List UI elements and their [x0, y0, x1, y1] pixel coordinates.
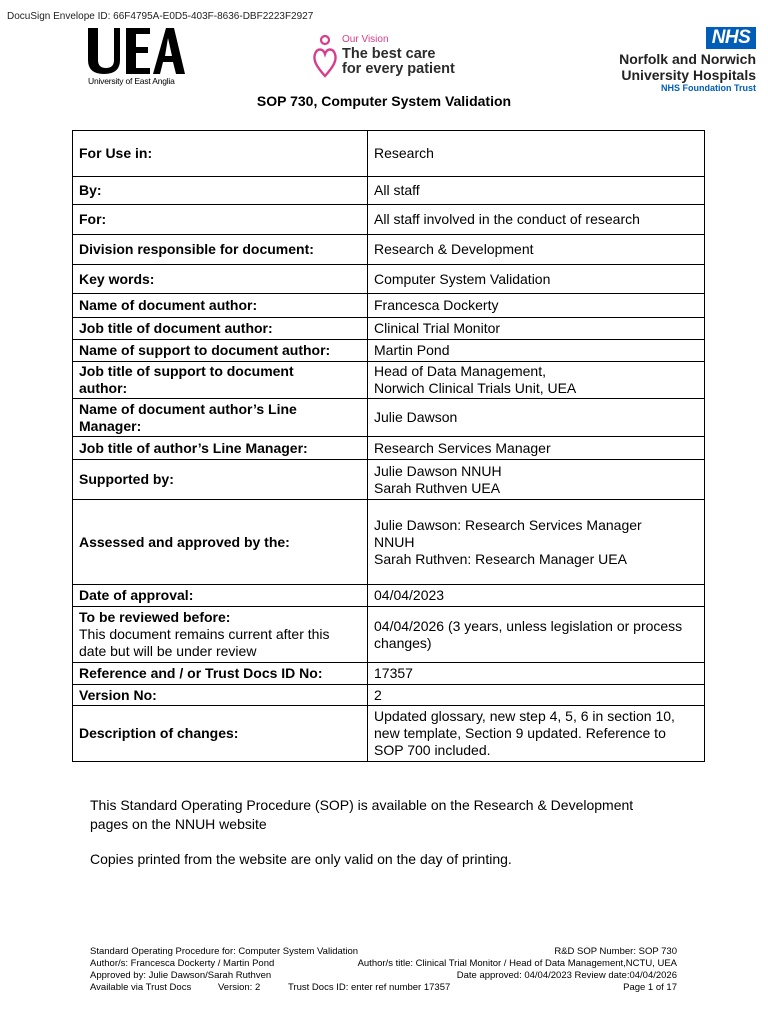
uea-logo-mark: [86, 26, 186, 76]
footer-trust-docs-id: Trust Docs ID: enter ref number 17357: [288, 982, 451, 993]
value-changes-line-1: Updated glossary, new step 4, 5, 6 in section 10,: [374, 708, 675, 724]
table-row-supported-by: [73, 460, 705, 500]
value-line-manager: Julie Dawson: [368, 399, 705, 437]
value-approved-by: [368, 500, 705, 585]
label-key-words: Key words:: [73, 265, 368, 294]
value-reference: 17357: [368, 663, 705, 685]
table-row-support-name: [73, 340, 705, 362]
table-row-division: [73, 235, 705, 265]
value-changes-line-3: SOP 700 included.: [374, 742, 491, 758]
footer-row-1: [90, 946, 677, 957]
footer-availability: Available via Trust Docs: [90, 982, 192, 993]
label-review-note-line-1: This document remains current after this: [79, 626, 330, 642]
value-support-job: [368, 362, 705, 399]
label-support-job-line-1: Job title of support to document: [79, 363, 294, 379]
availability-line-1: This Standard Operating Procedure (SOP) is available on the Research & Development: [90, 797, 634, 813]
table-row-for-use-in: [73, 131, 705, 177]
availability-paragraph: [90, 796, 710, 834]
label-review-title: To be reviewed before:: [79, 609, 231, 625]
footer-author-titles: Author/s title: Clinical Trial Monitor / Head of Data Management,NCTU, UEA: [357, 958, 677, 969]
value-approved-by-line-2: NNUH: [374, 533, 415, 550]
footer-authors: Author/s: Francesca Dockerty / Martin Pond: [90, 958, 275, 969]
value-approval-date: 04/04/2023: [368, 585, 705, 607]
label-changes: Description of changes:: [73, 706, 368, 762]
label-line-manager-line-2: Manager:: [79, 417, 142, 434]
table-row-author-job: [73, 318, 705, 340]
table-row-changes: [73, 706, 705, 762]
label-supported-by: Supported by:: [73, 460, 368, 500]
trust-name-line-3: NHS Foundation Trust: [661, 83, 756, 93]
label-reference: Reference and / or Trust Docs ID No:: [73, 663, 368, 685]
label-line-manager-job: Job title of author’s Line Manager:: [73, 437, 368, 460]
footer-sop-number: R&D SOP Number: SOP 730: [554, 946, 677, 957]
table-row-line-manager: [73, 399, 705, 437]
value-for-use-in: Research: [368, 131, 705, 177]
value-supported-by: [368, 460, 705, 500]
value-key-words: Computer System Validation: [368, 265, 705, 294]
nhs-logo-text: NHS: [711, 27, 751, 48]
table-row-for: [73, 205, 705, 235]
footer-page-number: Page 1 of 17: [623, 982, 677, 993]
availability-line-2: pages on the NNUH website: [90, 816, 267, 832]
table-row-by: [73, 177, 705, 205]
table-row-version: [73, 685, 705, 706]
value-supported-by-line-1: Julie Dawson NNUH: [374, 462, 502, 479]
value-support-name: Martin Pond: [368, 340, 705, 362]
footer-dates: Date approved: 04/04/2023 Review date:04/04/2026: [456, 970, 677, 981]
value-changes: [368, 706, 705, 762]
heart-person-icon: [312, 34, 338, 78]
footer-row-3: [90, 970, 677, 981]
value-approved-by-line-3: Sarah Ruthven: Research Manager UEA: [374, 550, 627, 567]
vision-line-1: The best care: [342, 46, 436, 62]
table-row-author-name: [73, 294, 705, 318]
value-approved-by-line-1: Julie Dawson: Research Services Manager: [374, 516, 642, 533]
uea-name: University of East Anglia: [88, 76, 175, 86]
value-version: 2: [368, 685, 705, 706]
footer-approved-by: Approved by: Julie Dawson/Sarah Ruthven: [90, 970, 272, 981]
label-support-job: [73, 362, 368, 399]
value-review-line-1: 04/04/2026 (3 years, unless legislation or process: [374, 617, 683, 634]
value-changes-line-2: new template, Section 9 updated. Reference to: [374, 725, 666, 741]
table-row-line-manager-job: [73, 437, 705, 460]
label-version: Version No:: [73, 685, 368, 706]
value-author-name: Francesca Dockerty: [368, 294, 705, 318]
label-support-name: Name of support to document author:: [73, 340, 368, 362]
label-by: By:: [73, 177, 368, 205]
label-for-use-in: For Use in:: [73, 131, 368, 177]
document-title: SOP 730, Computer System Validation: [256, 93, 512, 109]
label-division: Division responsible for document:: [73, 235, 368, 265]
uea-logo: [86, 26, 196, 90]
value-review-line-2: changes): [374, 634, 432, 651]
our-vision-logo: [312, 34, 472, 80]
label-for: For:: [73, 205, 368, 235]
value-line-manager-job: Research Services Manager: [368, 437, 705, 460]
value-support-job-line-1: Head of Data Management,: [374, 363, 546, 379]
table-row-approval-date: [73, 585, 705, 607]
document-info-table: [72, 130, 705, 762]
label-approved-by: Assessed and approved by the:: [73, 500, 368, 585]
trust-name-line-2: University Hospitals: [621, 67, 756, 83]
footer-row-4: [90, 982, 677, 993]
footer-row-2: [90, 958, 677, 969]
our-vision-label: Our Vision: [342, 34, 389, 45]
table-row-support-job: [73, 362, 705, 399]
label-author-job: Job title of document author:: [73, 318, 368, 340]
copies-paragraph: Copies printed from the website are only valid on the day of printing.: [90, 851, 512, 867]
table-row-key-words: [73, 265, 705, 294]
value-for: All staff involved in the conduct of research: [368, 205, 705, 235]
label-line-manager-line-1: Name of document author’s Line: [79, 400, 297, 417]
nhs-logo: [706, 27, 756, 49]
table-row-approved-by: [73, 500, 705, 585]
value-author-job: Clinical Trial Monitor: [368, 318, 705, 340]
label-author-name: Name of document author:: [73, 294, 368, 318]
value-supported-by-line-2: Sarah Ruthven UEA: [374, 479, 501, 496]
label-approval-date: Date of approval:: [73, 585, 368, 607]
trust-name-line-1: Norfolk and Norwich: [619, 51, 756, 67]
table-row-review: [73, 607, 705, 663]
vision-line-2: for every patient: [342, 61, 455, 77]
docusign-envelope-id: DocuSign Envelope ID: 66F4795A-E0D5-403F-8636-DBF2223F2927: [7, 11, 314, 22]
value-by: All staff: [368, 177, 705, 205]
value-review: [368, 607, 705, 663]
label-review-note-line-2: date but will be under review: [79, 643, 257, 659]
footer-version: Version: 2: [218, 982, 261, 993]
value-division: Research & Development: [368, 235, 705, 265]
label-line-manager: [73, 399, 368, 437]
label-support-job-line-2: author:: [79, 380, 128, 396]
value-support-job-line-2: Norwich Clinical Trials Unit, UEA: [374, 380, 577, 396]
footer-sop-title: Standard Operating Procedure for: Computer System Validation: [90, 946, 359, 957]
table-row-reference: [73, 663, 705, 685]
label-review: [73, 607, 368, 663]
